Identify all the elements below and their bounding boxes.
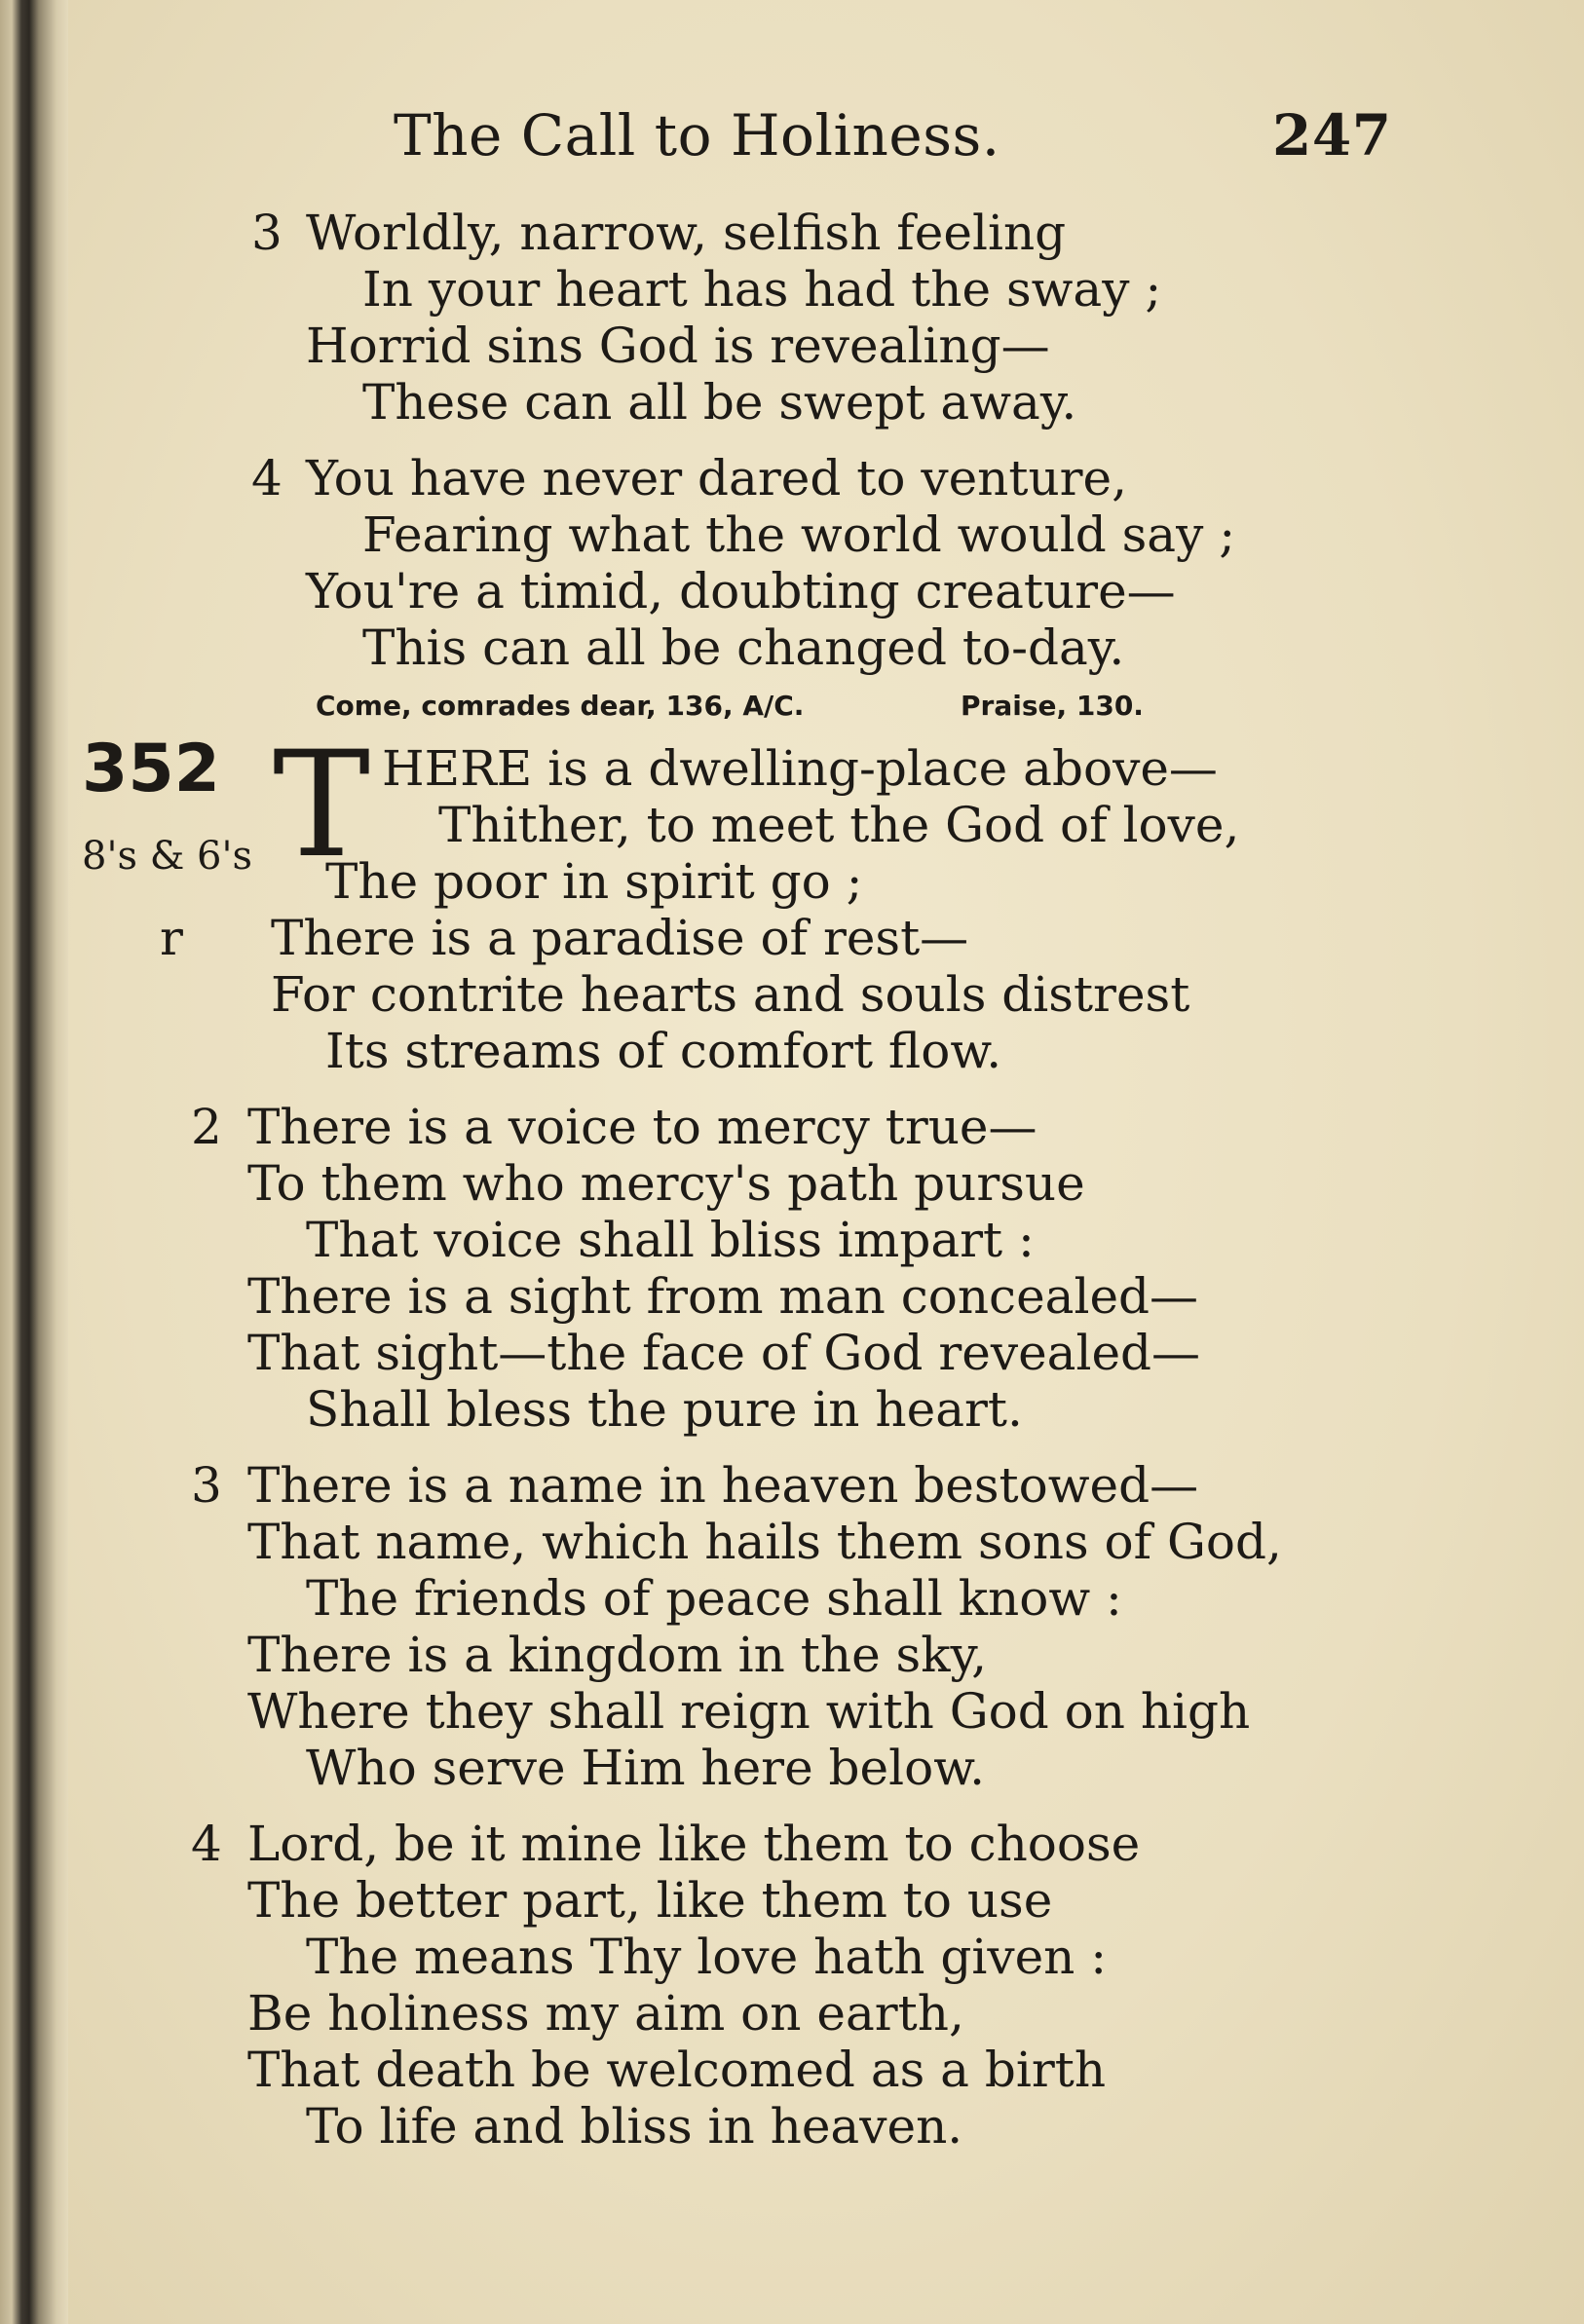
verse-line: Its streams of comfort flow. xyxy=(325,1023,1002,1079)
verse-line: These can all be swept away. xyxy=(362,374,1077,431)
hymn-meter: 8's & 6's xyxy=(82,834,252,879)
verse-line: That sight—the face of God revealed— xyxy=(247,1325,1201,1381)
verse-number: 4 xyxy=(251,450,283,506)
margin-mark: r xyxy=(160,910,183,966)
verse-line: Shall bless the pure in heart. xyxy=(306,1381,1023,1438)
verse-line: Worldly, narrow, selfish feeling xyxy=(306,205,1067,261)
verse-number: 3 xyxy=(251,205,283,261)
verse-line: There is a paradise of rest— xyxy=(271,910,969,966)
verse-line: HERE is a dwelling-place above— xyxy=(382,740,1218,797)
verse-line: There is a kingdom in the sky, xyxy=(247,1627,988,1683)
verse-line: You're a timid, doubting creature— xyxy=(306,563,1176,619)
verse-line: Where they shall reign with God on high xyxy=(247,1683,1251,1740)
verse-line: That name, which hails them sons of God, xyxy=(247,1514,1282,1570)
verse-line: Lord, be it mine like them to choose xyxy=(247,1816,1141,1872)
running-title: The Call to Holiness. xyxy=(394,102,1000,169)
drop-cap: T xyxy=(273,721,371,890)
verse-line: To life and bliss in heaven. xyxy=(306,2098,963,2155)
verse-line: That death be welcomed as a birth xyxy=(247,2042,1107,2098)
verse-line: There is a name in heaven bestowed— xyxy=(247,1457,1199,1514)
verse-line: This can all be changed to-day. xyxy=(362,619,1125,676)
verse-line: The better part, like them to use xyxy=(247,1872,1053,1929)
tune-reference: Praise, 130. xyxy=(961,690,1144,722)
book-gutter xyxy=(0,0,68,2324)
verse-line: Thither, to meet the God of love, xyxy=(438,797,1240,853)
verse-line: Be holiness my aim on earth, xyxy=(247,1985,964,2042)
hymn-number: 352 xyxy=(82,731,220,807)
verse-line: That voice shall bliss impart : xyxy=(306,1212,1035,1268)
verse-line: In your heart has had the sway ; xyxy=(362,261,1162,318)
verse-line: Fearing what the world would say ; xyxy=(362,506,1236,563)
verse-line: The means Thy love hath given : xyxy=(306,1929,1108,1985)
page-number: 247 xyxy=(1272,102,1392,169)
verse-line: The poor in spirit go ; xyxy=(325,853,863,910)
tune-reference: Come, comrades dear, 136, A/C. xyxy=(316,690,805,722)
verse-line: You have never dared to venture, xyxy=(306,450,1128,506)
verse-number: 3 xyxy=(191,1457,222,1514)
verse-line: The friends of peace shall know : xyxy=(306,1570,1122,1627)
verse-line: There is a voice to mercy true— xyxy=(247,1099,1037,1155)
verse-line: To them who mercy's path pursue xyxy=(247,1155,1085,1212)
verse-number: 4 xyxy=(191,1816,222,1872)
verse-line: Horrid sins God is revealing— xyxy=(306,318,1050,374)
verse-line: Who serve Him here below. xyxy=(306,1740,985,1796)
verse-line: There is a sight from man concealed— xyxy=(247,1268,1199,1325)
verse-number: 2 xyxy=(191,1099,222,1155)
verse-line: For contrite hearts and souls distrest xyxy=(271,966,1190,1023)
